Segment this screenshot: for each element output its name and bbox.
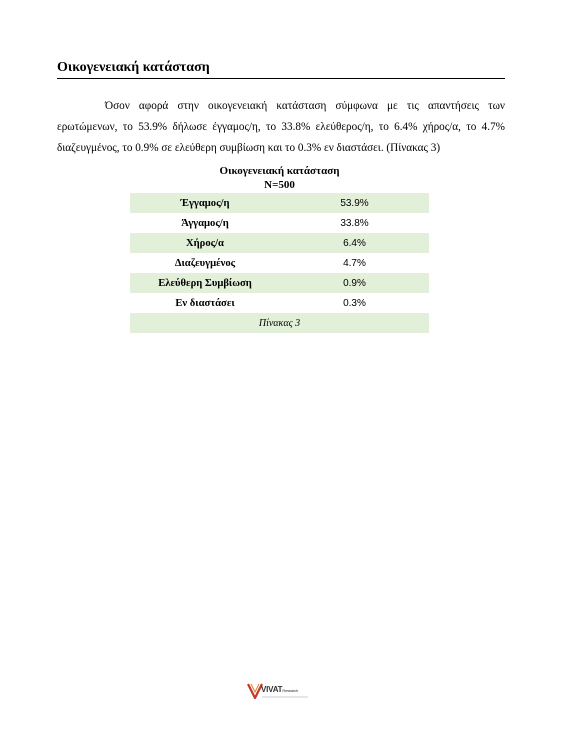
row-value: 53.9% [280,193,429,213]
body-paragraph: Όσον αφορά στην οικογενειακή κατάσταση σύμφωνα με τις απαντήσεις των ερωτώμενων, το 53.9% δήλωσε έγγαμος/η, το 33.8% ελεύθερος/η, το 6.4% χήρος/α, το 4.7% διαζευγμένος, το 0.9% σε ελεύθερη συμβίωση και το 0.3% εν διαστάσει. (Πίνακας 3) [57,100,505,154]
table-caption-row [130,313,429,333]
table-row [130,273,429,293]
footer-logo [246,680,310,702]
table-row [130,193,429,213]
table-subtitle: N=500 [264,179,295,191]
section-heading: Οικογενειακή κατάσταση [57,60,505,79]
row-label: Έγγαμος/η [130,193,280,213]
logo-text: VIVATResearch [261,685,298,694]
row-value: 4.7% [343,257,366,269]
table-row [130,293,429,313]
table-title-block [130,164,429,192]
table-row [130,213,429,233]
row-label: Χήρος/α [130,233,280,253]
row-value: 33.8% [340,217,369,229]
table-row [130,253,429,273]
row-value: 0.3% [343,297,366,309]
row-label: Άγγαμος/η [181,217,229,229]
row-value: 0.9% [280,273,429,293]
table-caption: Πίνακας 3 [130,313,429,333]
marital-status-table [130,193,429,333]
table-title: Οικογενειακή κατάσταση [219,165,340,177]
row-label: Εν διαστάσει [175,297,235,309]
row-value: 6.4% [280,233,429,253]
row-label: Ελεύθερη Συμβίωση [130,273,280,293]
table-row [130,233,429,253]
row-label: Διαζευγμένος [174,257,236,269]
